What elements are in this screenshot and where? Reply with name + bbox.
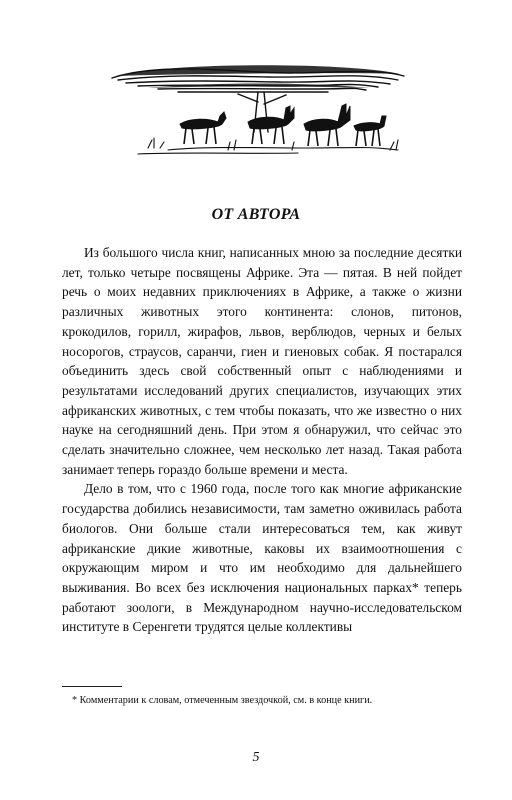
paragraph-1: Из большого числа книг, написанных мною за последние десятки лет, только четыре посвящены Африке. Эта — пятая. В ней пойдет речь о моих недавних приключениях в Африке, а также о жизни различных животных этого континента: слонов, питонов, крокодилов, горилл, жирафов, львов, верблюдов, черных и белых носорогов, страусов, саранчи, гиен и гиеновых собак. Я постарался объединить здесь свой собственный опыт с наблюдениями и результатами исследований других специалистов, изучающих этих африканских животных, с тем чтобы показать, что же известно о них науке на сегодняшний день. При этом я обнаружил, что сейчас это сделать значительно сложнее, чем несколько лет назад. Такая работа занимает теперь гораздо больше времени и места. (62, 245, 462, 477)
paragraph-2: Дело в том, что с 1960 года, после того как многие африканские государства добились независимости, там заметно оживилась работа биологов. Они больше стали интересоваться тем, как живут африканские дикие животные, каковы их взаимоотношения с окружающим миром и что им необходимо для дальнейшего выживания. Во всех без исключения национальных парках* теперь работают зоологи, в Международном научно-исследовательском институте в Серенгети трудятся целые коллективы (62, 481, 462, 635)
page-number: 5 (252, 750, 260, 765)
footnote: * Комментарии к словам, отмеченным звездочкой, см. в конце книги. (72, 695, 373, 706)
footnote-rule (62, 686, 122, 687)
chapter-title: ОТ АВТОРА (211, 206, 301, 223)
savanna-antelope-illustration (108, 62, 408, 162)
body-text (62, 243, 462, 637)
